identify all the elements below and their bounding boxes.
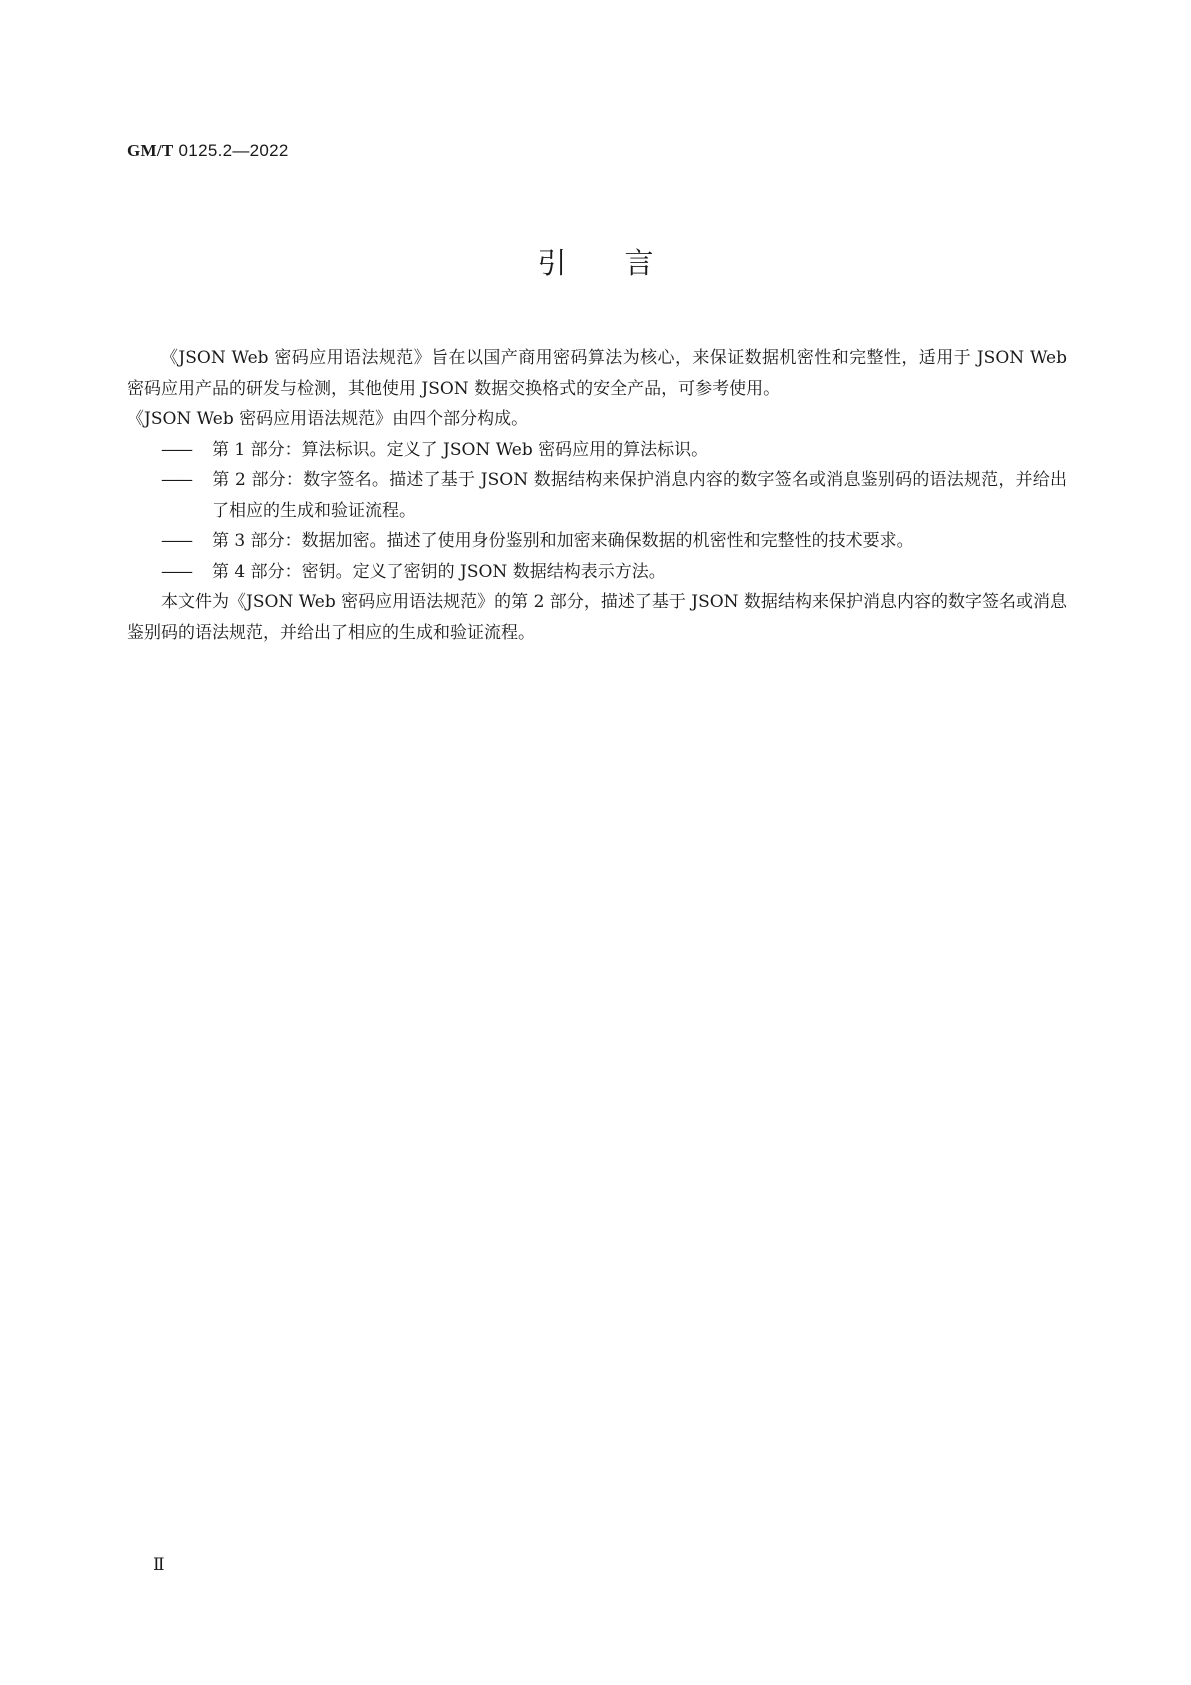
dash-marker: —— (161, 531, 191, 551)
part-3-text: 第 3 部分：数据加密。描述了使用身份鉴别和加密来确保数据的机密性和完整性的技术要求。 (212, 531, 914, 551)
document-code-prefix: GM/T (127, 141, 174, 160)
introduction-body (127, 343, 1067, 648)
list-item (127, 465, 1067, 526)
dash-marker: —— (161, 561, 191, 582)
dash-marker: —— (161, 439, 191, 460)
document-code (127, 141, 289, 161)
list-item (127, 526, 1067, 557)
list-item (127, 435, 1067, 466)
page-number: Ⅱ (153, 1555, 165, 1574)
part-1-text: 第 1 部分：算法标识。定义了 JSON Web 密码应用的算法标识。 (212, 439, 709, 460)
list-item (127, 557, 1067, 588)
dash-marker: —— (161, 470, 191, 490)
intro-paragraph: 《JSON Web 密码应用语法规范》旨在以国产商用密码算法为核心，来保证数据机密性和完整性，适用于 JSON Web 密码应用产品的研发与检测，其他使用 JSON 数据交换格式的安全产品，可参考使用。 (127, 348, 1067, 399)
closing-paragraph: 本文件为《JSON Web 密码应用语法规范》的第 2 部分，描述了基于 JSON 数据结构来保护消息内容的数字签名或消息鉴别码的语法规范，并给出了相应的生成和验证流程。 (127, 592, 1067, 643)
part-2-text: 第 2 部分：数字签名。描述了基于 JSON 数据结构来保护消息内容的数字签名或消息鉴别码的语法规范，并给出了相应的生成和验证流程。 (212, 470, 1067, 521)
document-code-number: 0125.2—2022 (173, 141, 289, 160)
section-title: 引言 (537, 246, 712, 280)
parts-intro: 《JSON Web 密码应用语法规范》由四个部分构成。 (127, 409, 529, 429)
part-4-text: 第 4 部分：密钥。定义了密钥的 JSON 数据结构表示方法。 (212, 561, 666, 582)
